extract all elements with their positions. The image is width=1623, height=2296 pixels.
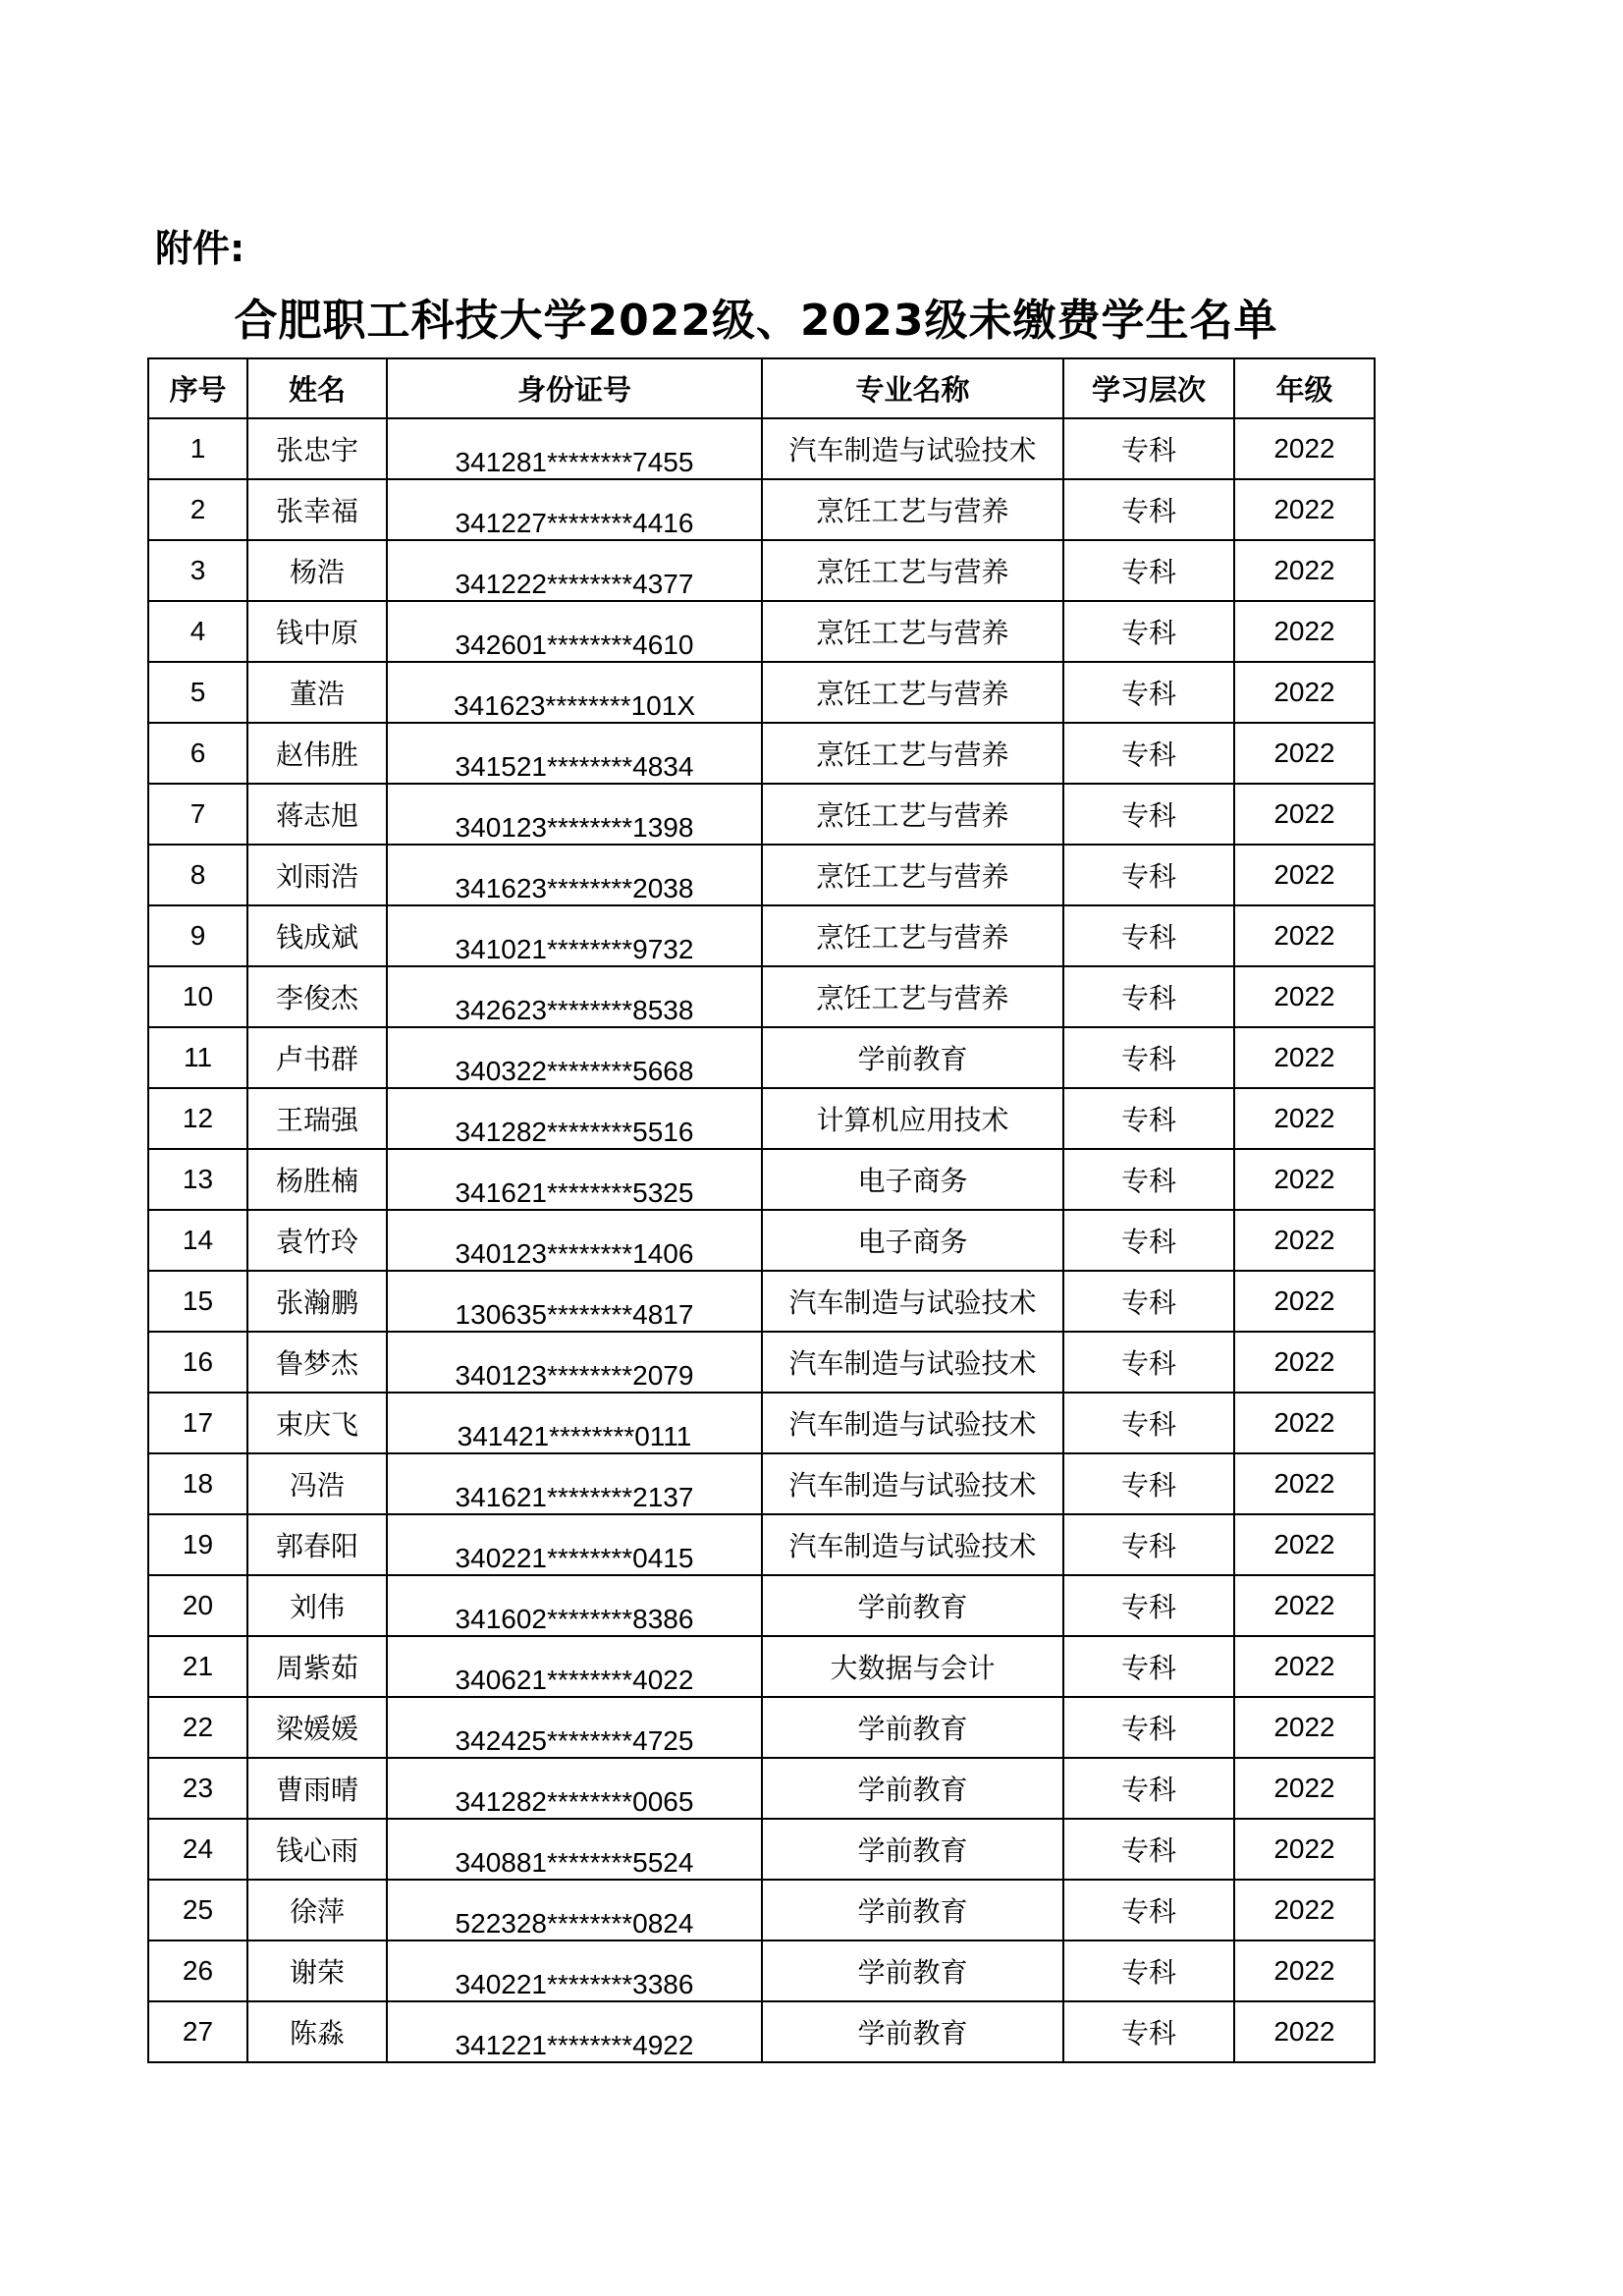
cell-id: 341623********101X <box>387 662 762 723</box>
cell-grade: 2022 <box>1234 662 1375 723</box>
cell-grade: 2022 <box>1234 905 1375 966</box>
cell-id: 341021********9732 <box>387 905 762 966</box>
table-row <box>148 1332 1375 1393</box>
cell-grade: 2022 <box>1234 1880 1375 1941</box>
cell-id: 340621********4022 <box>387 1636 762 1697</box>
cell-id: 341621********5325 <box>387 1149 762 1210</box>
cell-name: 董浩 <box>247 662 387 723</box>
cell-id: 340322********5668 <box>387 1027 762 1088</box>
cell-name: 赵伟胜 <box>247 723 387 784</box>
cell-no: 16 <box>148 1332 247 1393</box>
cell-major: 大数据与会计 <box>762 1636 1063 1697</box>
document-title: 合肥职工科技大学2022级、2023级未缴费学生名单 <box>234 296 1278 346</box>
cell-name: 冯浩 <box>247 1453 387 1514</box>
table-row <box>148 905 1375 966</box>
header-no: 序号 <box>148 358 247 418</box>
table-row <box>148 1758 1375 1819</box>
table-row <box>148 1027 1375 1088</box>
table-row <box>148 1393 1375 1453</box>
cell-grade: 2022 <box>1234 1697 1375 1758</box>
cell-name: 周紫茹 <box>247 1636 387 1697</box>
cell-id: 522328********0824 <box>387 1880 762 1941</box>
cell-level: 专科 <box>1063 1941 1234 2001</box>
cell-level: 专科 <box>1063 1819 1234 1880</box>
cell-no: 9 <box>148 905 247 966</box>
cell-no: 3 <box>148 540 247 601</box>
cell-id: 342623********8538 <box>387 966 762 1027</box>
cell-name: 鲁梦杰 <box>247 1332 387 1393</box>
cell-name: 徐萍 <box>247 1880 387 1941</box>
cell-grade: 2022 <box>1234 2001 1375 2062</box>
cell-level: 专科 <box>1063 1088 1234 1149</box>
table-row <box>148 418 1375 479</box>
cell-level: 专科 <box>1063 966 1234 1027</box>
table-row <box>148 1271 1375 1332</box>
cell-level: 专科 <box>1063 1332 1234 1393</box>
table-body <box>148 418 1375 2062</box>
cell-id: 340123********1398 <box>387 784 762 845</box>
cell-name: 钱中原 <box>247 601 387 662</box>
cell-level: 专科 <box>1063 905 1234 966</box>
cell-no: 11 <box>148 1027 247 1088</box>
cell-major: 烹饪工艺与营养 <box>762 784 1063 845</box>
cell-major: 烹饪工艺与营养 <box>762 540 1063 601</box>
cell-level: 专科 <box>1063 1575 1234 1636</box>
table-row <box>148 540 1375 601</box>
cell-grade: 2022 <box>1234 1149 1375 1210</box>
cell-no: 22 <box>148 1697 247 1758</box>
cell-no: 6 <box>148 723 247 784</box>
cell-id: 340123********2079 <box>387 1332 762 1393</box>
cell-id: 341227********4416 <box>387 479 762 540</box>
cell-major: 学前教育 <box>762 1880 1063 1941</box>
cell-id: 340881********5524 <box>387 1819 762 1880</box>
cell-id: 342601********4610 <box>387 601 762 662</box>
cell-major: 汽车制造与试验技术 <box>762 1453 1063 1514</box>
cell-grade: 2022 <box>1234 1027 1375 1088</box>
cell-no: 20 <box>148 1575 247 1636</box>
cell-id: 341602********8386 <box>387 1575 762 1636</box>
cell-level: 专科 <box>1063 1758 1234 1819</box>
cell-major: 烹饪工艺与营养 <box>762 966 1063 1027</box>
header-grade: 年级 <box>1234 358 1375 418</box>
cell-major: 汽车制造与试验技术 <box>762 1332 1063 1393</box>
cell-grade: 2022 <box>1234 723 1375 784</box>
cell-name: 蒋志旭 <box>247 784 387 845</box>
table-row <box>148 1697 1375 1758</box>
cell-grade: 2022 <box>1234 966 1375 1027</box>
cell-no: 17 <box>148 1393 247 1453</box>
cell-id: 341222********4377 <box>387 540 762 601</box>
cell-level: 专科 <box>1063 1636 1234 1697</box>
cell-grade: 2022 <box>1234 1636 1375 1697</box>
cell-name: 王瑞强 <box>247 1088 387 1149</box>
cell-level: 专科 <box>1063 540 1234 601</box>
table-row <box>148 1819 1375 1880</box>
table-row <box>148 662 1375 723</box>
cell-id: 341282********0065 <box>387 1758 762 1819</box>
cell-major: 学前教育 <box>762 1758 1063 1819</box>
cell-grade: 2022 <box>1234 1453 1375 1514</box>
cell-name: 梁媛媛 <box>247 1697 387 1758</box>
cell-no: 10 <box>148 966 247 1027</box>
cell-grade: 2022 <box>1234 1819 1375 1880</box>
cell-level: 专科 <box>1063 1393 1234 1453</box>
cell-name: 束庆飞 <box>247 1393 387 1453</box>
cell-major: 烹饪工艺与营养 <box>762 845 1063 905</box>
cell-major: 汽车制造与试验技术 <box>762 418 1063 479</box>
table-row <box>148 723 1375 784</box>
cell-level: 专科 <box>1063 845 1234 905</box>
cell-name: 杨胜楠 <box>247 1149 387 1210</box>
cell-name: 李俊杰 <box>247 966 387 1027</box>
cell-name: 刘伟 <box>247 1575 387 1636</box>
table-row <box>148 1453 1375 1514</box>
cell-name: 张幸福 <box>247 479 387 540</box>
cell-major: 学前教育 <box>762 1819 1063 1880</box>
cell-id: 341521********4834 <box>387 723 762 784</box>
cell-no: 25 <box>148 1880 247 1941</box>
cell-major: 学前教育 <box>762 1697 1063 1758</box>
cell-major: 烹饪工艺与营养 <box>762 662 1063 723</box>
cell-level: 专科 <box>1063 1453 1234 1514</box>
cell-level: 专科 <box>1063 601 1234 662</box>
cell-no: 7 <box>148 784 247 845</box>
table-row <box>148 1514 1375 1575</box>
cell-name: 卢书群 <box>247 1027 387 1088</box>
cell-major: 学前教育 <box>762 2001 1063 2062</box>
cell-id: 130635********4817 <box>387 1271 762 1332</box>
cell-level: 专科 <box>1063 1880 1234 1941</box>
header-id: 身份证号 <box>387 358 762 418</box>
cell-level: 专科 <box>1063 662 1234 723</box>
cell-major: 汽车制造与试验技术 <box>762 1514 1063 1575</box>
cell-no: 21 <box>148 1636 247 1697</box>
table-row <box>148 1941 1375 2001</box>
table-row <box>148 966 1375 1027</box>
cell-major: 烹饪工艺与营养 <box>762 479 1063 540</box>
cell-grade: 2022 <box>1234 1210 1375 1271</box>
cell-no: 1 <box>148 418 247 479</box>
cell-grade: 2022 <box>1234 1758 1375 1819</box>
cell-name: 曹雨晴 <box>247 1758 387 1819</box>
table-row <box>148 2001 1375 2062</box>
cell-major: 电子商务 <box>762 1149 1063 1210</box>
table-row <box>148 784 1375 845</box>
cell-name: 郭春阳 <box>247 1514 387 1575</box>
table-row <box>148 1088 1375 1149</box>
cell-no: 26 <box>148 1941 247 2001</box>
cell-id: 341621********2137 <box>387 1453 762 1514</box>
table-row <box>148 601 1375 662</box>
cell-grade: 2022 <box>1234 1271 1375 1332</box>
cell-name: 袁竹玲 <box>247 1210 387 1271</box>
cell-name: 钱成斌 <box>247 905 387 966</box>
cell-grade: 2022 <box>1234 1088 1375 1149</box>
cell-level: 专科 <box>1063 1697 1234 1758</box>
cell-grade: 2022 <box>1234 1332 1375 1393</box>
cell-no: 27 <box>148 2001 247 2062</box>
cell-id: 341623********2038 <box>387 845 762 905</box>
cell-grade: 2022 <box>1234 479 1375 540</box>
cell-no: 13 <box>148 1149 247 1210</box>
table-header-row <box>148 358 1375 418</box>
cell-grade: 2022 <box>1234 784 1375 845</box>
header-major: 专业名称 <box>762 358 1063 418</box>
cell-no: 24 <box>148 1819 247 1880</box>
cell-no: 12 <box>148 1088 247 1149</box>
cell-major: 计算机应用技术 <box>762 1088 1063 1149</box>
cell-name: 杨浩 <box>247 540 387 601</box>
table-row <box>148 1575 1375 1636</box>
table-row <box>148 1880 1375 1941</box>
table-row <box>148 1210 1375 1271</box>
cell-level: 专科 <box>1063 418 1234 479</box>
cell-no: 15 <box>148 1271 247 1332</box>
cell-level: 专科 <box>1063 479 1234 540</box>
cell-level: 专科 <box>1063 2001 1234 2062</box>
cell-major: 烹饪工艺与营养 <box>762 723 1063 784</box>
cell-id: 340221********3386 <box>387 1941 762 2001</box>
cell-level: 专科 <box>1063 1210 1234 1271</box>
cell-no: 5 <box>148 662 247 723</box>
cell-name: 刘雨浩 <box>247 845 387 905</box>
cell-grade: 2022 <box>1234 1941 1375 2001</box>
cell-major: 烹饪工艺与营养 <box>762 601 1063 662</box>
cell-grade: 2022 <box>1234 418 1375 479</box>
cell-name: 谢荣 <box>247 1941 387 2001</box>
table-row <box>148 845 1375 905</box>
header-name: 姓名 <box>247 358 387 418</box>
cell-grade: 2022 <box>1234 1393 1375 1453</box>
cell-level: 专科 <box>1063 784 1234 845</box>
cell-no: 19 <box>148 1514 247 1575</box>
cell-major: 汽车制造与试验技术 <box>762 1393 1063 1453</box>
cell-id: 341421********0111 <box>387 1393 762 1453</box>
unpaid-students-table <box>147 357 1376 2063</box>
cell-no: 23 <box>148 1758 247 1819</box>
cell-major: 学前教育 <box>762 1941 1063 2001</box>
cell-id: 342425********4725 <box>387 1697 762 1758</box>
cell-id: 341221********4922 <box>387 2001 762 2062</box>
cell-name: 陈淼 <box>247 2001 387 2062</box>
table-row <box>148 1636 1375 1697</box>
table-row <box>148 479 1375 540</box>
cell-major: 汽车制造与试验技术 <box>762 1271 1063 1332</box>
table-row <box>148 1149 1375 1210</box>
cell-grade: 2022 <box>1234 1575 1375 1636</box>
cell-no: 14 <box>148 1210 247 1271</box>
cell-level: 专科 <box>1063 723 1234 784</box>
cell-level: 专科 <box>1063 1149 1234 1210</box>
cell-major: 学前教育 <box>762 1027 1063 1088</box>
cell-grade: 2022 <box>1234 540 1375 601</box>
cell-name: 张忠宇 <box>247 418 387 479</box>
cell-id: 340123********1406 <box>387 1210 762 1271</box>
cell-id: 341282********5516 <box>387 1088 762 1149</box>
cell-no: 18 <box>148 1453 247 1514</box>
cell-level: 专科 <box>1063 1514 1234 1575</box>
header-level: 学习层次 <box>1063 358 1234 418</box>
cell-level: 专科 <box>1063 1027 1234 1088</box>
cell-grade: 2022 <box>1234 601 1375 662</box>
cell-grade: 2022 <box>1234 1514 1375 1575</box>
cell-name: 张瀚鹏 <box>247 1271 387 1332</box>
cell-no: 8 <box>148 845 247 905</box>
cell-no: 4 <box>148 601 247 662</box>
cell-grade: 2022 <box>1234 845 1375 905</box>
cell-id: 340221********0415 <box>387 1514 762 1575</box>
cell-no: 2 <box>148 479 247 540</box>
cell-id: 341281********7455 <box>387 418 762 479</box>
cell-major: 烹饪工艺与营养 <box>762 905 1063 966</box>
cell-major: 学前教育 <box>762 1575 1063 1636</box>
attachment-label: 附件: <box>155 227 245 270</box>
cell-name: 钱心雨 <box>247 1819 387 1880</box>
cell-level: 专科 <box>1063 1271 1234 1332</box>
cell-major: 电子商务 <box>762 1210 1063 1271</box>
